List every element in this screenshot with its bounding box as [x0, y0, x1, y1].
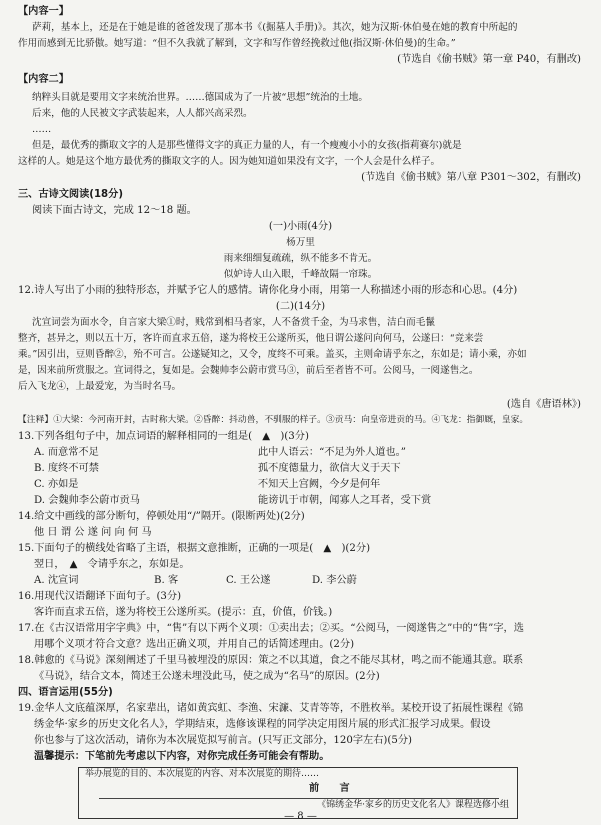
prose-line: 乘。”因引出，豆则昏醉②，殆不可言。公遂疑知之，又令，度终不可乘。盖买，主则命请乎东之，东如是；请小乘，亦如	[18, 349, 527, 360]
section3-intro: 阅读下面古诗文，完成 12～18 题。	[32, 205, 197, 216]
tip: 温馨提示：下笔前先考虑以下内容，对你完成任务可能会有帮助。	[34, 750, 330, 762]
content1-line: 作用而感到无比骄傲。她写道：“但不久我就了解到，文字和写作曾经挽救过他(指汉斯·休伯曼)的生命。”	[18, 38, 456, 49]
q13-option-a-right: 此中人语云：“不足为外人道也。”	[258, 447, 406, 458]
question-19-cont: 你也参与了这次活动，请你为本次展览拟写前言。(只写正文部分，120字左右)(5分)	[34, 735, 413, 746]
content2-source: (节选自《偷书贼》第八章 P301～302，有删改)	[361, 172, 581, 183]
poem-heading: (一)小雨(4分)	[268, 221, 333, 232]
q15-option-b: B. 客	[154, 575, 179, 586]
preface-prompt: 举办展览的目的、本次展览的内容、对本次展览的期待……	[85, 769, 320, 779]
question-17-cont: 用哪个义项才符合文意？选出正确义项，并用自己的话简述理由。(2分)	[34, 639, 355, 650]
question-19: 19.金华人文底蕴深厚，名家辈出，诸如黄宾虹、李渔、宋濂、艾青等等，不胜枚举。某校开设了拓展性课程《锦	[18, 703, 524, 714]
notes: 【注释】①大梁：今河南开封，古时称大梁。②昏醉：抖动兽，不驯服的样子。③贡马：向皇帝进贡的马。④飞龙：指御厩，皇家。	[18, 415, 529, 425]
q15-option-d: D. 李公蔚	[312, 575, 357, 586]
q14-text: 他 日 谓 公 遂 问 向 何 马	[34, 527, 152, 538]
prose-heading: (二)(14分)	[275, 301, 326, 312]
q15-option-a: A. 沈宣词	[34, 575, 79, 586]
q13-option-b-right: 孤不度德量力，欲信大义于天下	[258, 463, 401, 474]
prose-line: 整齐，甚异之，则以五十万，客许而直求五倍，遂为将校王公遂所买，他日谓公遂问向何马，公遂曰：“竞来尝	[18, 333, 484, 344]
question-12: 12.诗人写出了小雨的独特形态，并赋予它人的感情。请你化身小雨，用第一人称描述小雨的形态和心思。(4分)	[18, 285, 518, 296]
content1-source: (节选自《偷书贼》第一章 P40，有删改)	[397, 54, 581, 65]
content2-line: ……	[32, 124, 52, 135]
q13-option-a-left: A. 而意常不足	[34, 447, 99, 458]
question-15: 15.下面句子的横线处省略了主语，根据文意推断，正确的一项是( ▲ )(2分)	[18, 543, 371, 554]
question-14: 14.给文中画线的部分断句，停顿处用“/”隔开。(限断两处)(2分)	[18, 511, 305, 522]
q16-text: 客许而直求五倍，遂为将校王公遂所买。(提示：直，价值，价钱。)	[34, 607, 333, 618]
question-18-cont: 《马说》，结合文本，简述王公遂未埋没此马，使之成为“名马”的原因。(2分)	[34, 671, 380, 682]
content2-line: 但是，最优秀的撕取文字的人是那些懂得文字的真正力量的人，有一个瘦瘦小小的女孩(指莉赛尔)就是	[32, 140, 462, 151]
preface-signature: 《锦绣金华·家乡的历史文化名人》课程选修小组	[317, 800, 509, 810]
content2-line: 后来，他的人民被文字武装起来，人人都兴高采烈。	[32, 108, 253, 119]
content2-line: 这样的人。她是这个地方最优秀的撕取文字的人。因为她知道如果没有文字，一个人会是什么样子。	[18, 156, 441, 167]
question-19-cont: 绣金华·家乡的历史文化名人》，学期结束，选修该课程的同学决定用图片展的形式汇报学习成果。假设	[34, 719, 491, 730]
poem-author: 杨万里	[286, 237, 315, 248]
prose-line: 沈宣词尝为面水令，自言家大梁①时，贱常到相马者家，人不备赏千金，为马求售，洁白而毛鬣	[32, 317, 435, 328]
content2-line: 纳粹头目就是要用文字来统治世界。……德国成为了一片被“思想”统治的土地。	[32, 92, 368, 103]
q13-option-d-left: D. 会魏帅李公蔚市贡马	[34, 495, 140, 506]
q15-text: 翌日， ▲ 令请乎东之，东如是。	[34, 559, 190, 570]
poem-line: 似妒诗人山入眼，千峰故隔一帘珠。	[223, 269, 378, 280]
content1-heading: 【内容一】	[18, 5, 69, 17]
q13-option-d-right: 能谤讥于市朝，闻寡人之耳者，受下赏	[258, 495, 432, 506]
q13-option-c-right: 不知天上宫阙，今夕是何年	[258, 479, 381, 490]
prose-line: 是，因来前所赏服之。宣词得之，复如是。会魏帅李公蔚市赏马③，前后至者皆不可。公阅马，一阅遂售之。	[18, 365, 479, 376]
section3-title: 三、古诗文阅读(18分)	[18, 189, 123, 200]
question-16: 16.用现代汉语翻译下面句子。(3分)	[18, 591, 182, 602]
prose-line: 后入飞龙④，上最爱宠，为当时名马。	[18, 381, 182, 392]
q15-option-c: C. 王公遂	[226, 575, 271, 586]
q13-option-b-left: B. 度终不可禁	[34, 463, 99, 474]
content2-heading: 【内容二】	[18, 73, 69, 85]
poem-line: 雨来细细复疏疏，纵不能多不肯无。	[223, 253, 378, 264]
question-18: 18.韩愈的《马说》深刻阐述了千里马被埋没的原因：策之不以其道，食之不能尽其材，鸣之而不能通其意。联系	[18, 655, 524, 666]
q13-option-c-left: C. 亦如是	[34, 479, 79, 490]
prose-source: (选自《唐语林》)	[506, 399, 581, 410]
section4-title: 四、语言运用(55分)	[18, 687, 113, 698]
page-number: — 8 —	[284, 811, 317, 822]
content1-line: 萨莉，基本上，还是在于她是谁的爸爸发现了那本书《(掘墓人手册)》。其次，她为汉斯·休伯曼在她的教育中所起的	[32, 22, 518, 33]
preface-title: 前 言	[309, 782, 350, 794]
question-17: 17.在《古汉语常用字字典》中，“售”有以下两个义项：①卖出去；②买。“公阅马，一阅遂售之”中的“售”字，选	[18, 623, 524, 634]
question-13: 13.下列各组句子中，加点词语的解释相同的一组是( ▲ )(3分)	[18, 431, 309, 442]
